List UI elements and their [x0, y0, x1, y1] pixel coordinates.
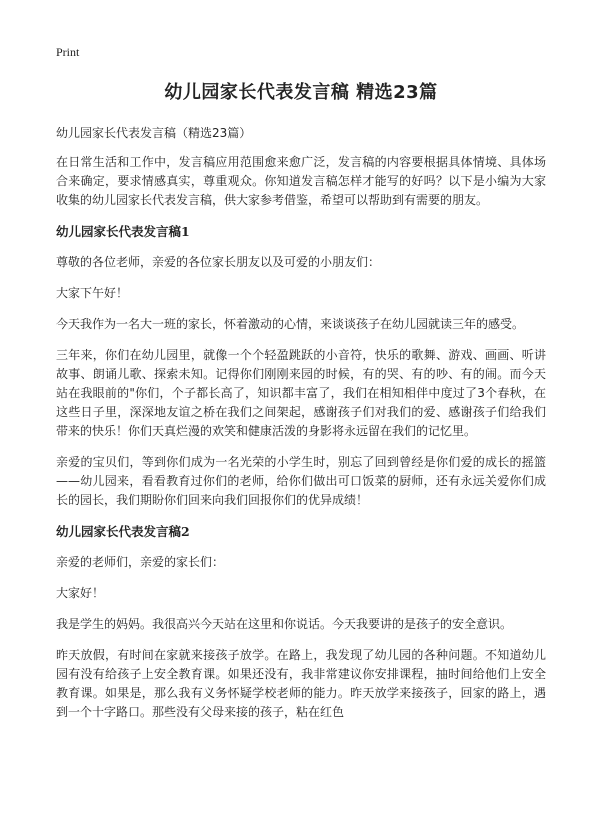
paragraph: 大家好！ [56, 586, 105, 600]
print-link[interactable]: Print [56, 45, 80, 59]
paragraph: 大家下午好！ [56, 286, 129, 300]
paragraph: 我是学生的妈妈。我很高兴今天站在这里和你说话。今天我要讲的是孩子的安全意识。 [56, 617, 513, 631]
paragraph: 亲爱的宝贝们，等到你们成为一名光荣的小学生时，别忘了回到曾经是你们爱的成长的摇篮——幼儿园来，看看教育过你们的老师，给你们做出可口饭菜的厨师，还有永远关爱你们成长的园长，我们期盼你们回来向我们回报你们的优异成绩！ [56, 455, 546, 507]
paragraph: 亲爱的老师们，亲爱的家长们： [56, 555, 225, 569]
paragraph: 三年来，你们在幼儿园里，就像一个个轻盈跳跃的小音符，快乐的歌舞、游戏、画画、听讲故事、朗诵儿歌、探索未知。记得你们刚刚来园的时候，有的哭、有的吵、有的闹。而今天站在我眼前的"你们，个子都长高了，知识都丰富了，我们在相知相伴中度过了3个春秋，在这些日子里，深深地友谊之桥在我们之间架起，感谢孩子们对我们的爱、感谢孩子们给我们带来的快乐！你们天真烂漫的欢笑和健康活泼的身影将永远留在我们的记忆里。 [56, 348, 546, 438]
section-heading-2: 幼儿园家长代表发言稿2 [56, 524, 190, 539]
paragraph: 今天我作为一名大一班的家长，怀着激动的心情，来谈谈孩子在幼儿园就读三年的感受。 [56, 317, 525, 331]
intro-paragraph: 在日常生活和工作中，发言稿应用范围愈来愈广泛，发言稿的内容要根据具体情境、具体场合来确定，要求情感真实，尊重观众。你知道发言稿怎样才能写的好吗？以下是小编为大家收集的幼儿园家长代表发言稿，供大家参考借鉴，希望可以帮助到有需要的朋友。 [56, 155, 546, 207]
paragraph: 昨天放假，有时间在家就来接孩子放学。在路上，我发现了幼儿园的各种问题。不知道幼儿园有没有给孩子上安全教育课。如果还没有，我非常建议你安排课程，抽时间给他们上安全教育课。如果是，那么我有义务怀疑学校老师的能力。昨天放学来接孩子，回家的路上，遇到一个十字路口。那些没有父母来接的孩子，粘在红色 [56, 648, 546, 719]
document-body [56, 78, 546, 734]
document-subtitle: 幼儿园家长代表发言稿（精选23篇） [56, 126, 252, 140]
paragraph: 尊敬的各位老师，亲爱的各位家长朋友以及可爱的小朋友们： [56, 255, 381, 269]
section-heading-1: 幼儿园家长代表发言稿1 [56, 224, 190, 239]
document-title: 幼儿园家长代表发言稿 精选23篇 [164, 82, 438, 103]
